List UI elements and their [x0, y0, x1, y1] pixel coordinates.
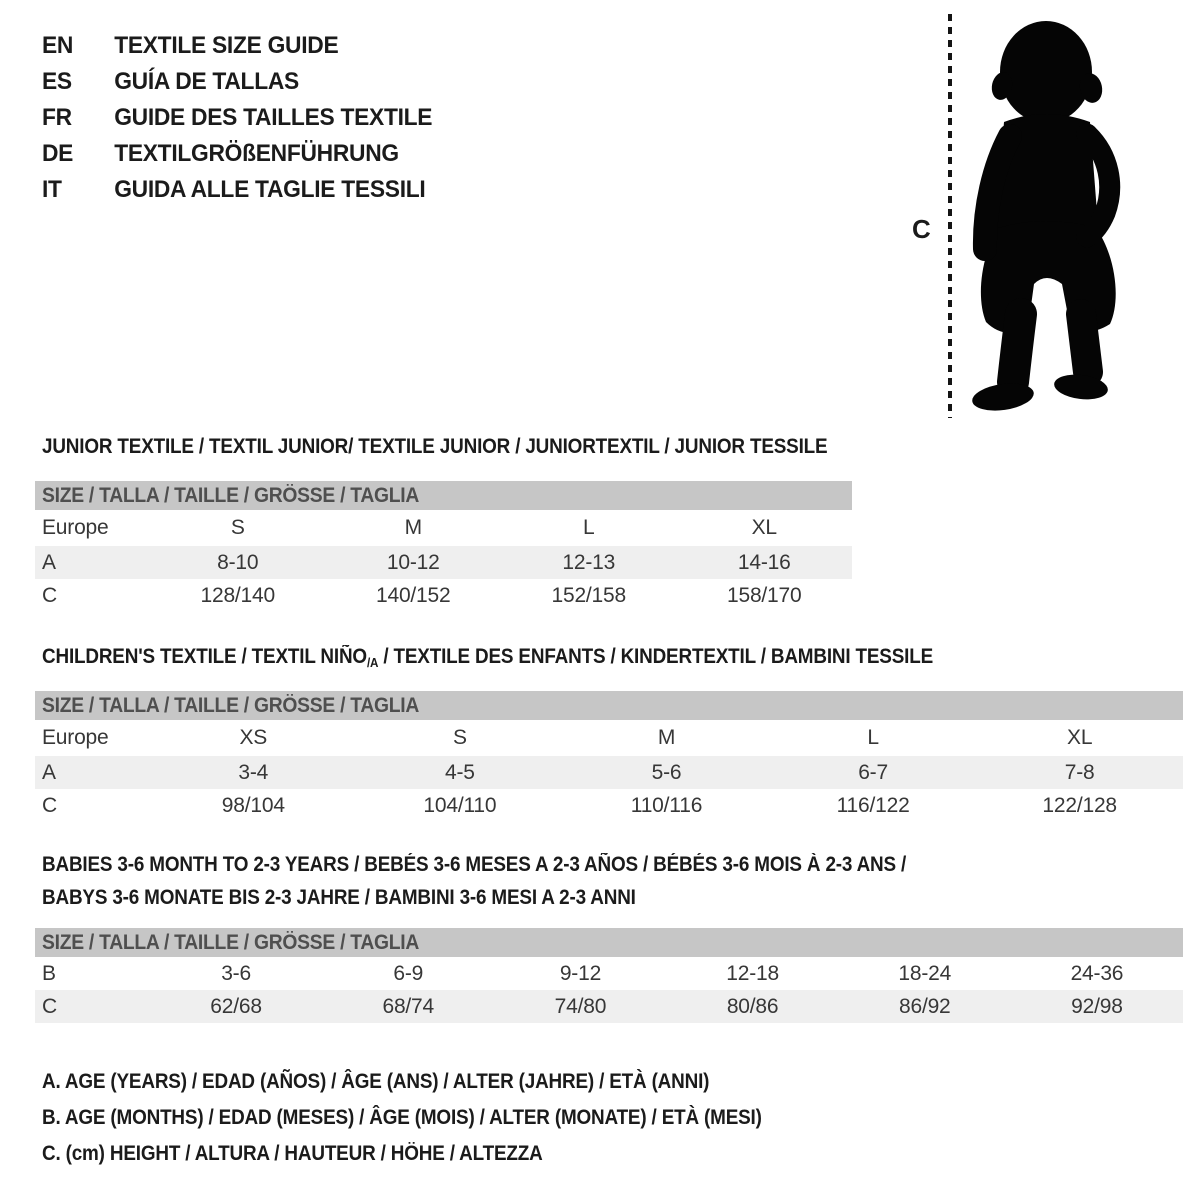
language-row-it: [42, 172, 432, 208]
age-cell: 12-18: [726, 962, 779, 985]
table-row: [35, 789, 1183, 822]
height-cell: 62/68: [210, 995, 262, 1018]
size-header-label: SIZE / TALLA / TAILLE / GRÖSSE / TAGLIA: [42, 484, 420, 507]
language-title: GUIDE DES TAILLES TEXTILE: [114, 104, 433, 131]
language-code: EN: [42, 32, 74, 59]
height-cell: 104/110: [423, 794, 497, 817]
size-header-bar: [35, 691, 1183, 720]
size-header-bar: [35, 481, 852, 510]
children-title-subscript: /A: [366, 655, 379, 670]
height-cell: 74/80: [554, 995, 607, 1018]
height-cell: 80/86: [726, 995, 779, 1018]
language-row-fr: [42, 100, 432, 136]
size-header-label: SIZE / TALLA / TAILLE / GRÖSSE / TAGLIA: [42, 694, 420, 717]
language-row-en: [42, 28, 432, 64]
language-row-de: [42, 136, 432, 172]
language-title: GUIDA ALLE TAGLIE TESSILI: [114, 176, 426, 203]
age-cell: 3-6: [221, 962, 251, 985]
table-row: [35, 990, 1183, 1023]
row-label: A: [42, 761, 56, 784]
size-cell: S: [452, 726, 467, 749]
age-cell: 14-16: [737, 551, 791, 574]
language-title: TEXTILE SIZE GUIDE: [114, 32, 339, 59]
height-measure-label: C: [912, 214, 931, 244]
age-cell: 18-24: [898, 962, 952, 985]
size-cell: XL: [1067, 726, 1093, 749]
height-cell: 140/152: [375, 584, 451, 607]
size-cell: L: [867, 726, 879, 749]
row-label: A: [42, 551, 56, 574]
children-title-text: CHILDREN'S TEXTILE / TEXTIL NIÑO: [42, 645, 367, 668]
height-cell: 110/116: [630, 794, 703, 817]
language-row-es: [42, 64, 432, 100]
legend-line-b: B. AGE (MONTHS) / EDAD (MESES) / ÂGE (MOIS) / ALTER (MONATE) / ETÀ (MESI): [42, 1106, 762, 1129]
size-cell: XS: [239, 726, 268, 749]
row-label: C: [42, 995, 57, 1018]
size-cell: XL: [751, 516, 777, 539]
junior-section-title: JUNIOR TEXTILE / TEXTIL JUNIOR/ TEXTILE JUNIOR / JUNIORTEXTIL / JUNIOR TESSILE: [42, 435, 828, 458]
height-cell: 152/158: [551, 584, 626, 607]
table-row: [35, 510, 852, 546]
language-code: IT: [42, 176, 62, 203]
age-cell: 7-8: [1064, 761, 1095, 784]
height-cell: 86/92: [898, 995, 951, 1018]
size-cell: S: [230, 516, 245, 539]
age-cell: 6-9: [393, 962, 424, 985]
language-code: DE: [42, 140, 74, 167]
row-label: B: [42, 962, 56, 985]
size-header-bar: [35, 928, 1183, 957]
language-code: ES: [42, 68, 72, 95]
table-row: [35, 756, 1183, 789]
table-row: [35, 579, 852, 612]
children-size-table: [35, 691, 1183, 822]
age-cell: 9-12: [559, 962, 602, 985]
age-cell: 24-36: [1070, 962, 1124, 985]
age-cell: 8-10: [217, 551, 259, 574]
junior-size-table: [35, 481, 852, 612]
legend-line-c: C. (cm) HEIGHT / ALTURA / HAUTEUR / HÖHE / ALTEZZA: [42, 1142, 543, 1165]
babies-size-table: [35, 928, 1183, 1023]
babies-section-title-line1: BABIES 3-6 MONTH TO 2-3 YEARS / BEBÉS 3-6 MESES A 2-3 AÑOS / BÉBÉS 3-6 MOIS À 2-3 ANS /: [42, 853, 907, 876]
language-title-list: [42, 28, 453, 208]
children-section-title: [42, 645, 933, 670]
row-label: C: [42, 794, 57, 817]
children-title-text: / TEXTILE DES ENFANTS / KINDERTEXTIL / BAMBINI TESSILE: [378, 645, 934, 668]
height-cell: 122/128: [1042, 794, 1117, 817]
height-cell: 92/98: [1071, 995, 1123, 1018]
size-cell: L: [583, 516, 595, 539]
age-cell: 10-12: [386, 551, 440, 574]
height-cell: 128/140: [200, 584, 275, 607]
size-cell: M: [657, 726, 676, 749]
row-label: C: [42, 584, 57, 607]
table-row: [35, 957, 1183, 990]
age-cell: 6-7: [858, 761, 888, 784]
legend-line-a: A. AGE (YEARS) / EDAD (AÑOS) / ÂGE (ANS) / ALTER (JAHRE) / ETÀ (ANNI): [42, 1070, 710, 1093]
table-row: [35, 546, 852, 579]
height-cell: 158/170: [726, 584, 802, 607]
size-cell: M: [404, 516, 422, 539]
row-label: Europe: [42, 726, 109, 749]
language-title: TEXTILGRÖßENFÜHRUNG: [114, 140, 399, 167]
language-code: FR: [42, 104, 72, 131]
size-header-label: SIZE / TALLA / TAILLE / GRÖSSE / TAGLIA: [42, 931, 420, 954]
age-cell: 12-13: [562, 551, 616, 574]
height-cell: 116/122: [836, 794, 910, 817]
age-cell: 4-5: [445, 761, 475, 784]
height-dashed-line: [948, 14, 952, 418]
table-row: [35, 720, 1183, 756]
language-title: GUÍA DE TALLAS: [114, 68, 299, 95]
height-cell: 68/74: [382, 995, 435, 1018]
age-cell: 5-6: [651, 761, 682, 784]
row-label: Europe: [42, 516, 109, 539]
height-cell: 98/104: [221, 794, 285, 817]
age-cell: 3-4: [238, 761, 269, 784]
babies-section-title-line2: BABYS 3-6 MONATE BIS 2-3 JAHRE / BAMBINI 3-6 MESI A 2-3 ANNI: [42, 886, 636, 909]
toddler-silhouette-icon: [958, 16, 1138, 418]
